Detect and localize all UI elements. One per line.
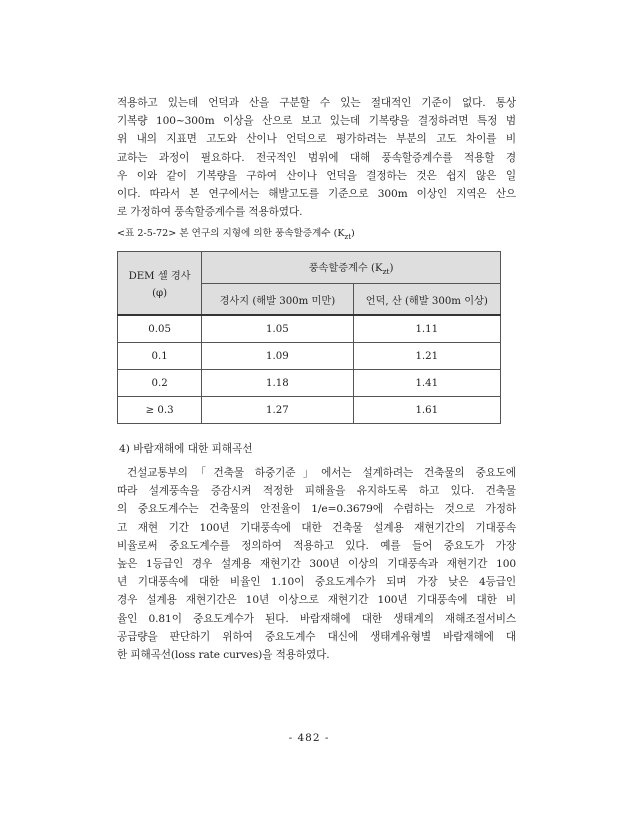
paragraph-loss-curves bbox=[117, 464, 516, 664]
header-hill-mountain: 언덕, 산 (해발 300m 이상) bbox=[353, 284, 500, 316]
wind-speedup-factor-table bbox=[117, 251, 501, 424]
header-speedup-factor-close: ) bbox=[389, 262, 394, 274]
paragraph-terrain-criteria bbox=[117, 94, 516, 221]
text-line: 따라 설계풍속을 증감시켜 적정한 피해율을 유지하도록 하고 있다. 건축물 bbox=[117, 485, 516, 498]
cell-slope-land: 1.09 bbox=[202, 343, 353, 370]
header-slope-land: 경사지 (해발 300m 미만) bbox=[202, 284, 353, 316]
text-line: 율인 0.81이 중요도계수가 된다. 바람재해에 대한 생태계의 재해조절서비스 bbox=[117, 612, 516, 625]
text-line: 기복량 100~300m 이상을 산으로 보고 있는데 기복량을 결정하려면 특정 범 bbox=[117, 115, 516, 128]
text-line: 건설교통부의「건축물 하중기준」에서는 설계하려는 건축물의 중요도에 bbox=[127, 467, 516, 479]
text-line: 고 재현 기간 100년 기대풍속에 대한 건축물 설계용 재현기간의 기대풍속 bbox=[117, 521, 516, 534]
cell-slope: 0.1 bbox=[118, 343, 202, 370]
table-caption bbox=[117, 227, 355, 244]
text-line: 년 기대풍속에 대한 비율인 1.10이 중요도계수가 되며 가장 낮은 4등급인 bbox=[117, 576, 516, 589]
header-dem-slope-line2: (φ) bbox=[152, 288, 168, 299]
cell-slope: ≥ 0.3 bbox=[118, 397, 202, 424]
text-line: 한 피해곡선(loss rate curves)을 적용하였다. bbox=[117, 649, 330, 662]
text-line: 이다. 따라서 본 연구에서는 해발고도를 기준으로 300m 이상인 지역은 산으 bbox=[117, 188, 516, 201]
table-row bbox=[118, 315, 501, 343]
table-caption-text: <표 2-5-72> 본 연구의 지형에 의한 풍속할증계수 (K bbox=[117, 228, 345, 239]
cell-slope-land: 1.18 bbox=[202, 370, 353, 397]
text-line: 로 가정하여 풍속할증계수를 적용하였다. bbox=[117, 206, 303, 219]
text-line: 교하는 과정이 필요하다. 전국적인 범위에 대해 풍속할증계수를 적용할 경 bbox=[117, 151, 516, 164]
table-caption-close: ) bbox=[351, 228, 355, 239]
text-line: 위 내의 지표면 고도와 산이나 언덕으로 평가하려는 부분의 고도 차이를 비 bbox=[117, 133, 516, 146]
table-row bbox=[118, 397, 501, 424]
table-row bbox=[118, 370, 501, 397]
text-line: 우 이와 같이 기복량을 구하여 산이나 언덕을 결정하는 것은 쉽지 않은 일 bbox=[117, 169, 516, 182]
cell-hill-mountain: 1.61 bbox=[353, 397, 500, 424]
header-speedup-factor-text: 풍속할증계수 (K bbox=[308, 262, 383, 274]
header-speedup-factor-subscript: zt bbox=[382, 267, 390, 277]
text-line: 적용하고 있는데 언덕과 산을 구분할 수 있는 절대적인 기준이 없다. 통상 bbox=[117, 97, 516, 109]
cell-slope-land: 1.27 bbox=[202, 397, 353, 424]
text-line: 의 중요도계수는 건축물의 안전율이 1/e=0.3679에 수렴하는 것으로 가정하 bbox=[117, 503, 516, 516]
header-dem-slope-line1: DEM 셀 경사 bbox=[128, 271, 191, 282]
section-subheading: 4) 바람재해에 대한 피해곡선 bbox=[119, 443, 253, 455]
table-header-row bbox=[118, 252, 501, 284]
text-line: 공급량을 판단하기 위하여 중요도계수 대신에 생태계유형별 바람재해에 대 bbox=[117, 630, 516, 643]
cell-hill-mountain: 1.41 bbox=[353, 370, 500, 397]
header-speedup-factor bbox=[202, 252, 501, 284]
cell-hill-mountain: 1.21 bbox=[353, 343, 500, 370]
table-caption-subscript: zt bbox=[344, 232, 352, 241]
header-dem-slope bbox=[118, 252, 202, 316]
cell-slope: 0.05 bbox=[118, 315, 202, 343]
table-row bbox=[118, 343, 501, 370]
cell-slope: 0.2 bbox=[118, 370, 202, 397]
cell-slope-land: 1.05 bbox=[202, 315, 353, 343]
text-line: 비율로써 중요도계수를 정의하여 적용하고 있다. 예를 들어 중요도가 가장 bbox=[117, 539, 516, 552]
cell-hill-mountain: 1.11 bbox=[353, 315, 500, 343]
page-number: - 482 - bbox=[288, 732, 330, 744]
text-line: 경우 설계용 재현기간은 10년 이상으로 재현기간 100년 기대풍속에 대한 비 bbox=[117, 594, 516, 607]
text-line: 높은 1등급인 경우 설계용 재현기간 300년 이상의 기대풍속과 재현기간 100 bbox=[117, 558, 516, 571]
